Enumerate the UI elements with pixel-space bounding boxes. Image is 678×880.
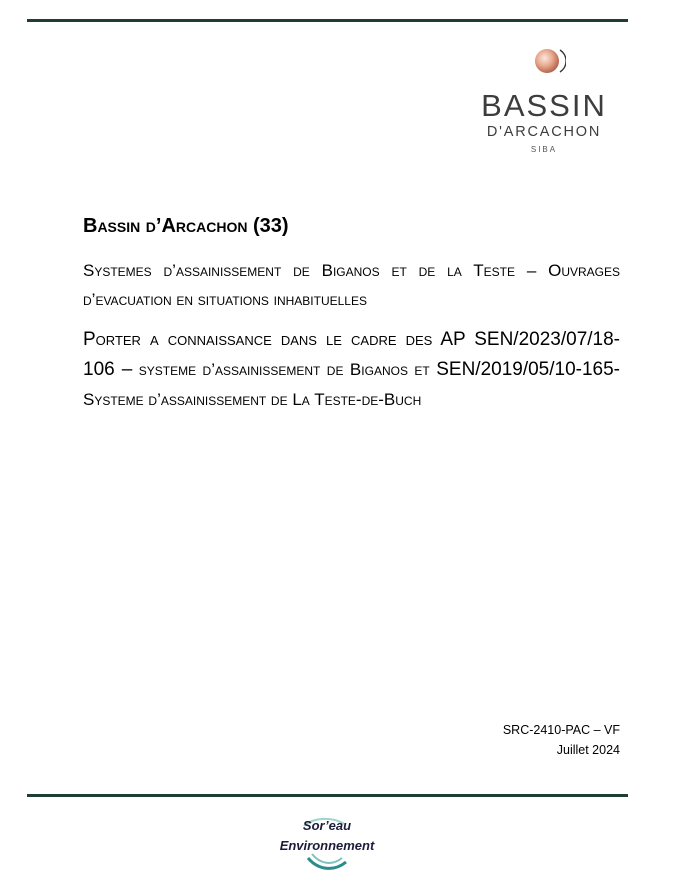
footer-logo-line2: Environnement bbox=[279, 838, 375, 853]
top-rule bbox=[27, 19, 628, 22]
subtitle-2-line1: Porter a connaissance dans le cadre des AP bbox=[83, 329, 466, 350]
reference-date: Juillet 2024 bbox=[556, 743, 620, 757]
subtitle-2-part3: Systeme d’assainissement de La Teste-de-Buch bbox=[83, 390, 422, 409]
document-subtitle-1: Systemes d’assainissement de Biganos et de la Teste – Ouvrages d’evacuation en situations inhabituelles bbox=[83, 261, 620, 309]
footer-logo-line1: Sor’eau bbox=[302, 818, 352, 833]
logo-tagline: SIBA bbox=[530, 145, 558, 154]
logo-name: BASSIN bbox=[481, 88, 607, 123]
subtitle-2-part2: systeme d’assainissement de Biganos et bbox=[138, 360, 430, 379]
document-subtitle-2 bbox=[83, 325, 620, 415]
pearl-logo-icon bbox=[532, 44, 566, 78]
logo-subname: D'ARCACHON bbox=[486, 124, 602, 140]
subtitle-2-ref2: SEN/2019/05/10-165- bbox=[436, 359, 621, 380]
document-reference bbox=[503, 720, 620, 760]
reference-code: SRC-2410-PAC – VF bbox=[502, 723, 620, 737]
subtitle-2-ref1: SEN/2023/07/18-106 – bbox=[83, 329, 620, 380]
document-title: Bassin d’Arcachon (33) bbox=[83, 215, 289, 237]
bottom-rule bbox=[27, 794, 628, 797]
soreau-logo bbox=[268, 814, 386, 874]
